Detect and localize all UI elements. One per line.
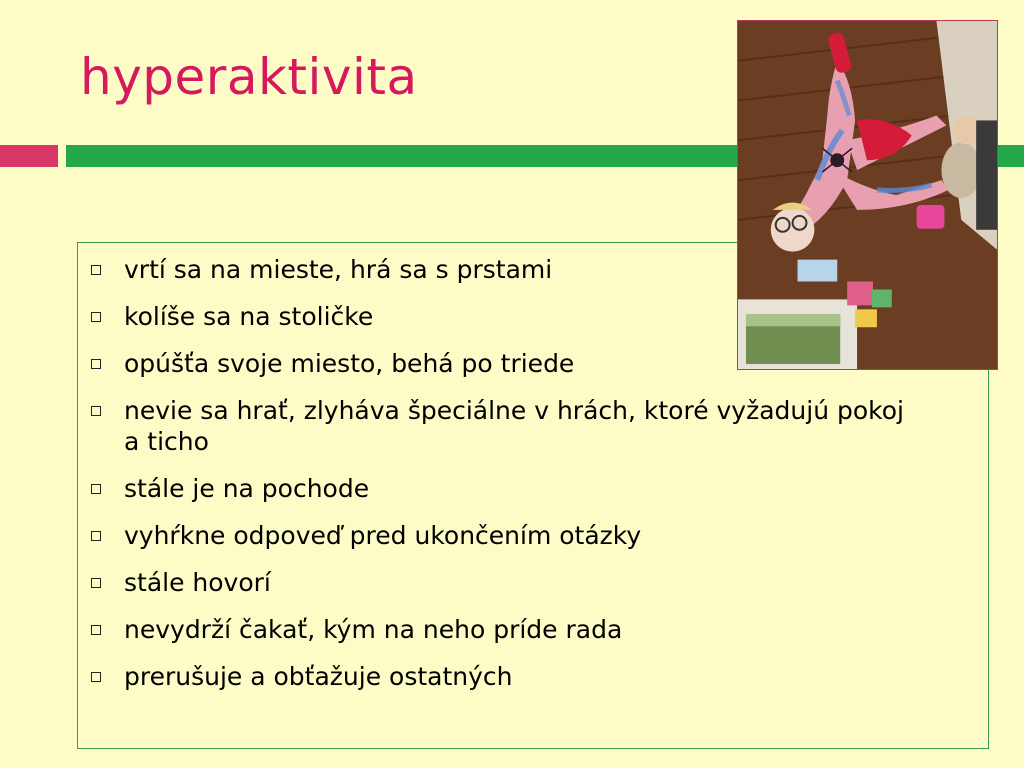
- square-bullet-icon: [91, 578, 101, 588]
- bullet-text: nevydrží čakať, kým na neho príde rada: [124, 615, 623, 644]
- bullet-text: prerušuje a obťažuje ostatných: [124, 662, 513, 691]
- bullet-item: [88, 473, 908, 504]
- bullet-item: [88, 614, 908, 645]
- bullet-item: [88, 567, 908, 598]
- bullet-text: vrtí sa na mieste, hrá sa s prstami: [124, 255, 553, 284]
- photo-child-face-paint-icon: [738, 21, 997, 369]
- bullet-text: opúšťa svoje miesto, behá po triede: [124, 349, 575, 378]
- bullet-text: kolíše sa na stoličke: [124, 302, 374, 331]
- square-bullet-icon: [91, 359, 101, 369]
- square-bullet-icon: [91, 484, 101, 494]
- square-bullet-icon: [91, 625, 101, 635]
- bullet-item: [88, 661, 908, 692]
- square-bullet-icon: [91, 312, 101, 322]
- bullet-item: [88, 395, 908, 457]
- square-bullet-icon: [91, 672, 101, 682]
- bullet-text: stále hovorí: [124, 568, 271, 597]
- photo: [737, 20, 998, 370]
- square-bullet-icon: [91, 531, 101, 541]
- square-bullet-icon: [91, 265, 101, 275]
- bullet-text: nevie sa hrať, zlyháva špeciálne v hrách, ktoré vyžadujú pokoj a ticho: [124, 396, 904, 456]
- bullet-text: stále je na pochode: [124, 474, 370, 503]
- square-bullet-icon: [91, 406, 101, 416]
- slide-title: hyperaktivita: [80, 48, 418, 106]
- bullet-item: [88, 520, 908, 551]
- accent-bar: [0, 145, 58, 167]
- bullet-text: vyhŕkne odpoveď pred ukončením otázky: [124, 521, 642, 550]
